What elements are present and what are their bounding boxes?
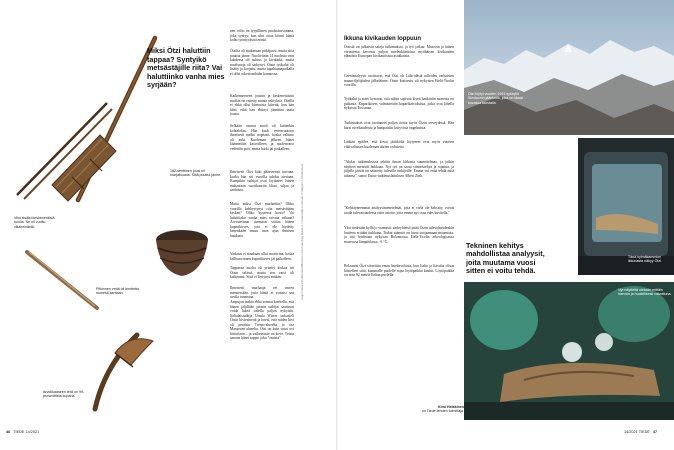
right-magazine: 14/2021 TIEDE — [624, 430, 650, 434]
caption-quiver: Viini sisälsi keskeneräisiä nuolia. Ne oli vuoltu villaheinästä. — [14, 216, 55, 229]
page-gutter — [336, 0, 338, 450]
pull-quote-title: Tekninen kehitys mahdollistaa analyysit, joita muutama vuosi sitten ei voitu tehdä. — [466, 241, 545, 276]
col2-para-3: Työkalut ja aseet kertovat, että niihin sopivaa kiveä hankittiin monesta eri paikasta. Kuparikirves valmistettiin kuparikaivoksista, jotka ovat lähellä nykyistä Toscanaa. — [344, 97, 454, 111]
museum-caption: Tänä kylmäkammion ikkunasta näkyy Ötzi. — [628, 255, 662, 264]
col2-para-7: "Kehittyneemmät analyysimenetelmät, joita ei vielä ole keksitty, voivat tuoda tulevaisuudessa esiin asioita, joita emme nyt osaa edes kuvitella." — [344, 206, 454, 215]
col2-para-8: Yksi tiedetään kyllä jo varmasti: tiedeyhteisö pitää Ötzin tulevaisuudenkin huolena erittäin tiukkana. Tiukat säännöt on luotu suojaamaan muumiota, ja sitä hoidetaan nykyisin Bolzanossa Etelä-Tirolin arkeologisessa museossa lämpötilassa −6 °C. — [344, 226, 454, 244]
sidebar-title: Miksi Ötzi haluttiin tappaa? Syntyikö metsästäjille riita? Vai haluttiinko vanha mies syrjään? — [147, 46, 225, 90]
col2-para-4: Tutkimukset ovat tuottaneet paljon tietoa myös Ötzin terveydestä. Hän kärsi niveltaudeista ja hampaisiin liittyvistä ongelmista. — [344, 121, 454, 130]
surgery-svg — [464, 282, 674, 420]
photo-credits: Luigi Fraccari/Shutterstock/Museum of Archaeology, Bolzano / Universität Innsbruck / Instagram / Shutterstock — [300, 163, 304, 300]
col1-para-8: Tappavaa nuolta oli yritetty kiskoa irti Ötzin selästä, mutta sen varsi oli katkennut. Siitä ei löytynyt mitään. — [230, 266, 294, 280]
container-svg — [150, 222, 215, 282]
col1-para-9: Ilmeisesti murhaaja vei varren mennessään, jotta häntä ei voitaisi sen avulla tunnistaa. — [230, 286, 294, 300]
section-heading: Ikkuna kivikauden loppuun — [344, 36, 422, 42]
stick-svg — [25, 248, 100, 313]
col1-para-4: Selkään osunut nuoli oli kuitenkin kohtalokas. Hän kuoli verenvuotoon ilmeisesti melko nopeasti, koska valtimo oli auki. Kuoleman jälkeen hänet käännettiin kasvoilleen, ja nuolenvarsi vedettiin pois, mutta kärki jäi paikalleen. — [230, 124, 294, 151]
mountain-svg — [464, 0, 674, 135]
copper-axe-svg — [75, 325, 160, 415]
left-magazine: TIEDE 14/2021 — [13, 430, 40, 434]
col1-para-6: Mutta miksi Ötzi murhattiin? Oliko vuorilla kehkeytynyt riita metsästäjien kesken? Oliko kyseessä kosto? Vai haluttiinko vanha mies raivata valtaan? Arvostettuun asemaan viittaa hänen kuparikirves, jota ei ole löydetty kenenkään muun tuon ajan ihmisen haudasta. — [230, 202, 294, 238]
col2-para-5: Lääkäri epäilee, että kovat jäätiköltä löytyneet ovat myös vuorten väkivaltaisen kuoleman uhrien todisteita. — [344, 140, 454, 149]
author-signature — [404, 405, 464, 413]
col2-para-1: Ötzistä on julkaistu satoja tutkimuksia, ja työ jatkuu. Museoin ja hänen varustensa kertovat paljon mielenkiintoista myöhäisen kivikauden elämästä Euroopan kivikautisista asukkaista. — [344, 45, 454, 59]
col2-para-9: Bolzanon Ötzi siirrettiin ensin Innsbruckista, kun Italia ja Itävalta olivat kiistelleet siitä, kummalle puolelle rajaa löytöpaikka kuului. Löytöpaikka on noin 92 metriä Italian puolella. — [344, 264, 454, 278]
footer-left — [6, 430, 39, 434]
stick-image — [25, 248, 100, 313]
author-name: Kirsi Heikkinen — [438, 405, 464, 409]
author-note: on Tiede-lehden toimittaja. — [421, 409, 464, 413]
col1-para-5: Ilmeisesti Ötzi koki päässeensä turvaan, koska hän söi vuorilla tuhdin ateriaan. Kumpikin tutkijat ovat löytäneet hänen mahastaan vuorikauriin lihaa, viljaa ja saniaisia. — [230, 170, 294, 193]
footer-right — [624, 430, 657, 434]
mountain-photo — [464, 0, 674, 135]
caption-bow: 182-senttinen jousi oli marjakuusta. Siitä puuttui jänne. — [170, 169, 222, 178]
quiver-svg — [12, 95, 132, 205]
caption-axe: Arvokkaaseen terä on 99-prosenttista kuparia. — [43, 390, 85, 399]
col1-para-3: Katkenneeseen jousiin ja keskeneräisiin nuoliin on esitetty monia selityksiä. Ötzillä ei ehkä ollut hirmuista kiirettä, kun hän lähti, eikä hän ehtinyt jännittää uutta jousta. — [230, 94, 294, 117]
left-page-number: 46 — [6, 430, 11, 434]
caption-container: Pitkinnen vettä oli lerottettu monesti karttaan. — [96, 287, 140, 296]
surgery-caption: Nyt näytteitä otetaan erittäin harvoin ja huolellisesti valvottuna. — [618, 288, 672, 297]
col2-para-6: "Aluksi tutkimuksissa tehtiin ilman kirkasta suunnitelmaa, ja jotkin näytteet menivät hukkaan. Nyt työ on saatu viimeisteltyä ja rajattua, ja jäljelle jäävät on säästetty tuleville tutkijoille. Emme voi enää tehdä mitä tahansa", sanoo Eurac-tutkimuslaitoksen Albert Zink. — [344, 160, 454, 178]
col1-para-10: Ampujan taakin ehkä voimat kuvitella, että hänen jäljillään pääsin tutkijat saattavat voida lukea todella paljon nykyisin. Italialaistutkija Ursula Wierer tarkasteli Ötzin kiviesineitä ja totesi, että niiden kivi oli peräisin Trento-alueelta ja osa Mantovan alueelta. Ötzi on kuin suuri ovi historiaan – ja vaikeusaste on kova. Toisin sanoen hänet tappoi joku "omista". — [230, 300, 294, 341]
col1-para-7: Varkaus ei ainakaan ollut motiivina, koska kallisarvoinen kuparikirves jäi paikalleen. — [230, 252, 294, 261]
col1-para-2: Ötziltä oli mukanaan pitkäjousi, mutta siitä puuttui jänne. Nuoliviinin 14 nuolesta vain kahdessa oli sulitus ja kivikärki, mutta nuolisuoja oli särkynyt. Ötzin työkalut oli lisätty ja korjattu, mutta tapahtumapaikalla ei ollut oikein mikään kunnossa. — [230, 49, 294, 76]
surgery-photo — [464, 282, 674, 420]
right-page-number: 47 — [652, 430, 658, 434]
col1-para-1: nen viilto on tyypillinen puolustusvamma, joka syntyy, kun uhri ottaa kiinni häntä kohti työntyvästä terästä. — [230, 29, 294, 43]
mountain-caption: Ötzi löytyi vuoden 1991 syksyllä Similaunin jäätiköltä, joka on tässä kuvassa taustalla. — [468, 92, 523, 105]
col2-para-2: Geenianalyysit osoittavat, että Ötzi oli Lähi-idästä tulleiden varhaisten maanviljelijöiden jälkeläinen. Ötzin kotiseutu oli nykyisen Etelä-Tirolin vuorilla. — [344, 74, 454, 88]
copper-axe-image — [75, 325, 160, 415]
container-image — [150, 222, 215, 282]
quiver-image — [12, 95, 132, 205]
